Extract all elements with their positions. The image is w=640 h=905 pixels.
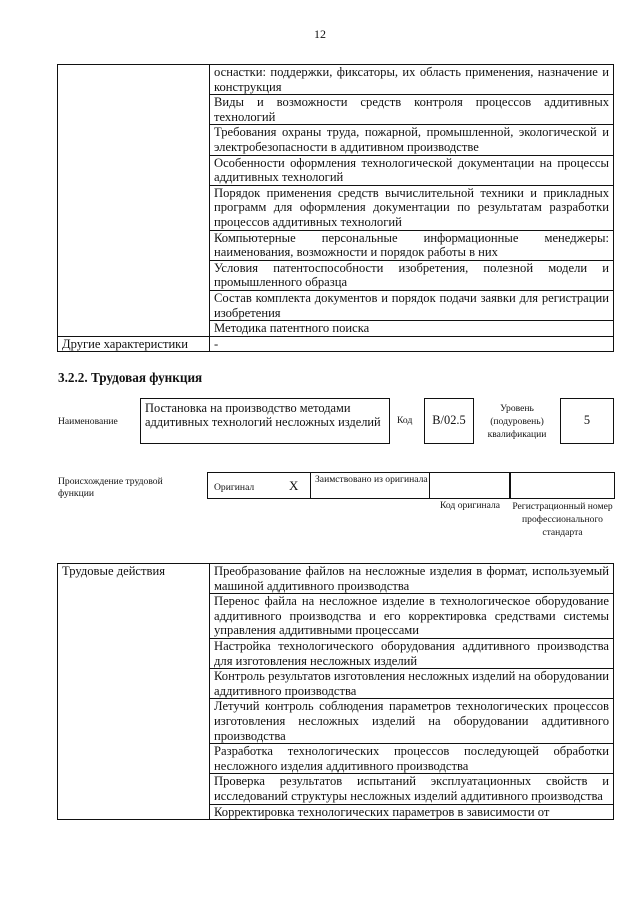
table-cell: оснастки: поддержки, фиксаторы, их область применения, назначение и конструкция — [210, 65, 614, 95]
knowledge-table — [57, 64, 614, 352]
page-number: 12 — [314, 27, 326, 41]
table-cell: Настройка технологического оборудования аддитивного производства для изготовления несложных изделий — [210, 638, 614, 668]
table-cell: Корректировка технологических параметров в зависимости от — [210, 804, 614, 820]
other-characteristics-value: - — [210, 336, 614, 352]
table-cell: Требования охраны труда, пожарной, промышленной, экологической и электробезопасности в аддитивном производстве — [210, 125, 614, 155]
table-cell: Контроль результатов изготовления несложных изделий на оборудовании аддитивного производства — [210, 669, 614, 699]
function-name-value: Постановка на производство методами аддитивных технологий несложных изделий — [140, 398, 390, 444]
table-cell: Порядок применения средств вычислительной техники и прикладных программ для оформления документации по результатам разработки процессов аддитивных технологий — [210, 185, 614, 230]
table-cell: Условия патентоспособности изобретения, полезной модели и промышленного образца — [210, 260, 614, 290]
function-code-value: B/02.5 — [424, 398, 474, 444]
origin-original-mark: X — [289, 478, 299, 493]
table-cell: Особенности оформления технологической документации на процессы аддитивных технологий — [210, 155, 614, 185]
table-cell: Проверка результатов испытаний эксплуатационных свойств и исследований структуры несложных изделий аддитивного производства — [210, 774, 614, 804]
table-cell: Разработка технологических процессов последующей обработки несложного изделия аддитивного производства — [210, 744, 614, 774]
actions-table — [57, 563, 614, 820]
origin-reg-cell — [510, 472, 615, 499]
origin-borrowed-label: Заимствовано из оригинала — [315, 474, 428, 485]
origin-borrowed-cell — [310, 472, 430, 499]
section-heading: 3.2.2. Трудовая функция — [58, 370, 203, 385]
table-cell: Перенос файла на несложное изделие в технологическое оборудование аддитивного производства и его корректировка средствами системы управления аддитивными процессами — [210, 594, 614, 639]
table-row — [58, 65, 614, 95]
origin-original-label: Оригинал — [214, 482, 255, 493]
table-cell: Летучий контроль соблюдения параметров технологических процессов изготовления несложных изделий на оборудовании аддитивного производства — [210, 699, 614, 744]
origin-code-cell — [430, 472, 510, 499]
origin-code-caption: Код оригинала — [439, 500, 501, 511]
origin-reg-caption: Регистрационный номер профессионального стандарта — [512, 501, 613, 538]
table-row — [58, 564, 614, 594]
qualification-level-label: Уровень (подуровень) квалификации — [487, 403, 547, 440]
function-code-label: Код — [397, 415, 413, 426]
table-cell: Методика патентного поиска — [210, 321, 614, 337]
table-row — [58, 336, 614, 352]
actions-label: Трудовые действия — [58, 564, 210, 820]
origin-label: Происхождение трудовой функции — [58, 476, 163, 499]
table-cell: Компьютерные персональные информационные менеджеры: наименования, возможности и порядок работы в них — [210, 230, 614, 260]
table-cell: Преобразование файлов на несложные изделия в формат, используемый машиной аддитивного производства — [210, 564, 614, 594]
origin-strip — [207, 472, 615, 499]
empty-label-cell — [58, 65, 210, 337]
table-cell: Виды и возможности средств контроля процессов аддитивных технологий — [210, 95, 614, 125]
function-name-label: Наименование — [58, 416, 118, 427]
other-characteristics-label: Другие характеристики — [58, 336, 210, 352]
table-cell: Состав комплекта документов и порядок подачи заявки для регистрации изобретения — [210, 290, 614, 320]
qualification-level-value: 5 — [560, 398, 614, 444]
origin-original-cell — [207, 472, 310, 499]
